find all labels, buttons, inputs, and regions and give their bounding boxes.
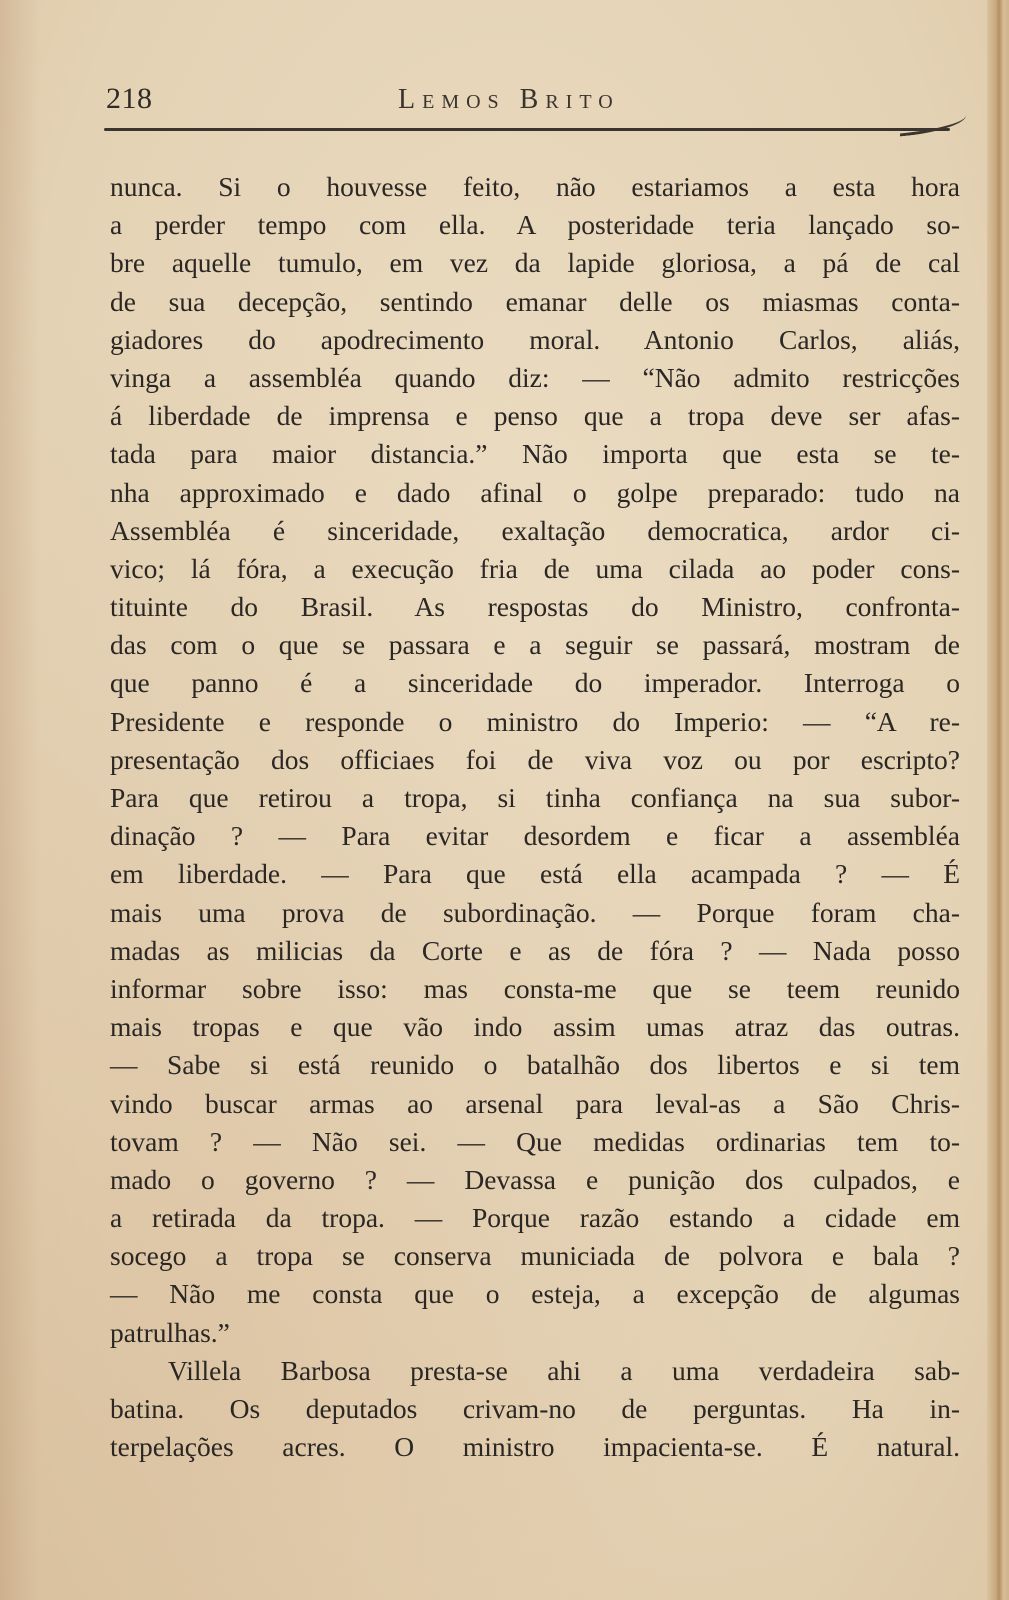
- text-line: em liberdade. — Para que está ella acampada ? — É: [110, 858, 960, 890]
- text-line: a retirada da tropa. — Porque razão estando a cidade em: [110, 1202, 960, 1234]
- text-line: informar sobre isso: mas consta-me que se teem reunido: [110, 972, 960, 1004]
- text-line: dinação ? — Para evitar desordem e ficar a assembléa: [110, 820, 960, 852]
- running-head: Lemos Brito: [398, 84, 620, 115]
- text-line: madas as milicias da Corte e as de fóra ? — Nada posso: [110, 934, 960, 966]
- text-line: — Não me consta que o esteja, a excepção de algumas: [110, 1278, 960, 1310]
- text-line: que panno é a sinceridade do imperador. Interroga o: [110, 667, 960, 699]
- text-line: vinga a assembléa quando diz: — “Não admito restricções: [110, 361, 960, 393]
- text-line: das com o que se passara e a seguir se passará, mostram de: [110, 629, 960, 661]
- text-line: nha approximado e dado afinal o golpe preparado: tudo na: [110, 476, 960, 508]
- text-line: terpelações acres. O ministro impacienta-se. É natural.: [110, 1431, 960, 1463]
- text-line: socego a tropa se conserva municiada de polvora e bala ?: [110, 1240, 960, 1272]
- text-line: Presidente e responde o ministro do Imperio: — “A re-: [110, 705, 960, 737]
- text-line: — Sabe si está reunido o batalhão dos libertos e si tem: [110, 1049, 960, 1081]
- text-line: Para que retirou a tropa, si tinha confiança na sua subor-: [110, 782, 960, 813]
- text-line: vindo buscar armas ao arsenal para leval-as a São Chris-: [110, 1087, 960, 1119]
- text-line-paragraph-start: Villela Barbosa presta-se ahi a uma verdadeira sab-: [168, 1354, 960, 1386]
- page-header: [106, 82, 966, 122]
- text-line: tovam ? — Não sei. — Que medidas ordinarias tem to-: [110, 1125, 960, 1157]
- text-line-paragraph-end: patrulhas.”: [110, 1316, 230, 1348]
- text-line: a perder tempo com ella. A posteridade teria lançado so-: [110, 209, 960, 241]
- text-line: de sua decepção, sentindo emanar delle os miasmas conta-: [110, 285, 960, 317]
- header-rule: [104, 128, 950, 131]
- text-line: mais uma prova de subordinação. — Porque foram cha-: [110, 896, 960, 928]
- text-line: nunca. Si o houvesse feito, não estariamos a esta hora: [110, 171, 960, 202]
- text-line: tada para maior distancia.” Não importa que esta se te-: [110, 438, 960, 470]
- text-line: giadores do apodrecimento moral. Antonio Carlos, aliás,: [110, 323, 960, 355]
- text-line: Assembléa é sinceridade, exaltação democratica, ardor ci-: [110, 514, 960, 546]
- text-line: bre aquelle tumulo, em vez da lapide gloriosa, a pá de cal: [110, 247, 960, 279]
- text-line: presentação dos officiaes foi de viva voz ou por escripto?: [110, 743, 960, 775]
- page-number: 218: [106, 82, 153, 115]
- text-line: mado o governo ? — Devassa e punição dos culpados, e: [110, 1163, 960, 1195]
- text-line: tituinte do Brasil. As respostas do Ministro, confronta-: [110, 591, 960, 623]
- text-line: mais tropas e que vão indo assim umas atraz das outras.: [110, 1011, 960, 1043]
- page-right-edge: [987, 0, 1009, 1600]
- text-line: batina. Os deputados crivam-no de perguntas. Ha in-: [110, 1393, 960, 1424]
- body-text: [110, 168, 960, 1466]
- text-line: vico; lá fóra, a execução fria de uma cilada ao poder cons-: [110, 552, 960, 584]
- page-edge-shadow: [0, 0, 40, 1600]
- text-line: á liberdade de imprensa e penso que a tropa deve ser afas-: [110, 400, 960, 432]
